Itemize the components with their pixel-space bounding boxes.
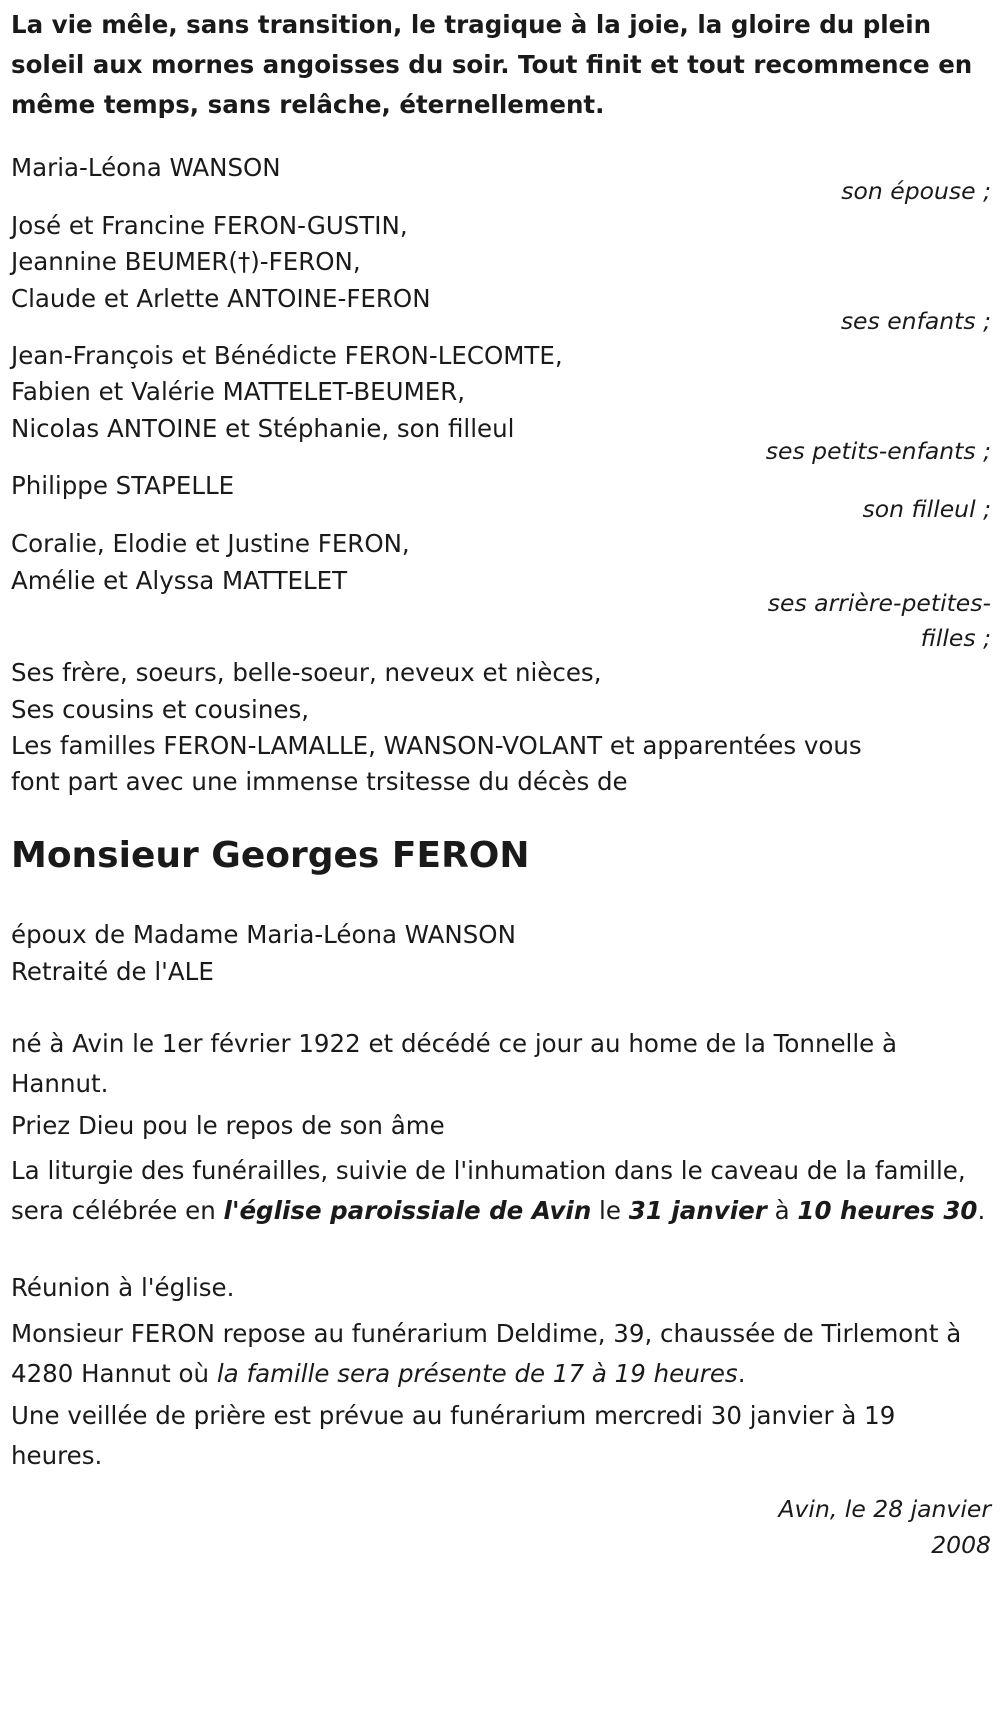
- child-line: José et Francine FERON-GUSTIN,: [11, 211, 408, 240]
- grandchildren-role: ses petits-enfants ;: [765, 437, 991, 465]
- deceased-name: Monsieur Georges FERON: [11, 835, 530, 876]
- signoff-year: 2008: [931, 1531, 991, 1559]
- liturgy-text: le: [591, 1196, 629, 1225]
- repose-text: Monsieur FERON repose au funérarium Deldime, 39, chaussée de Tirlemont à 4280 Hannut où: [11, 1319, 962, 1388]
- repose-text: .: [737, 1359, 746, 1388]
- church-name: l'église paroissiale de Avin: [223, 1196, 592, 1225]
- visiting-hours: la famille sera présente de 17 à 19 heures: [216, 1359, 738, 1388]
- signoff: [778, 1491, 991, 1563]
- wife-role: son épouse ;: [841, 177, 991, 205]
- liturgy-text: à: [766, 1196, 798, 1225]
- grandchild-line: Fabien et Valérie MATTELET-BEUMER,: [11, 377, 466, 406]
- birth-paragraph: né à Avin le 1er février 1922 et décédé ce jour au home de la Tonnelle à Hannut.: [11, 1029, 898, 1098]
- liturgy-paragraph: [11, 1151, 991, 1231]
- vigil-paragraph: Une veillée de prière est prévue au funérarium mercredi 30 janvier à 19 heures.: [11, 1401, 896, 1470]
- repose-paragraph: [11, 1314, 991, 1394]
- meeting-line: Réunion à l'église.: [11, 1273, 235, 1302]
- great-grandchildren-role: ses arrière-petites-: [767, 589, 991, 617]
- funeral-date: 31 janvier: [628, 1196, 767, 1225]
- prayer-line: Priez Dieu pou le repos de son âme: [11, 1111, 445, 1140]
- godson-role: son filleul ;: [862, 495, 991, 523]
- funeral-time: 10 heures 30: [797, 1196, 978, 1225]
- family-line: Ses frère, soeurs, belle-soeur, neveux et nièces,: [11, 658, 602, 687]
- family-line: Ses cousins et cousines,: [11, 695, 309, 724]
- children-role: ses enfants ;: [840, 307, 991, 335]
- great-grandchildren-role-cont: filles ;: [920, 624, 991, 652]
- signoff-place-date: Avin, le 28 janvier: [778, 1495, 991, 1523]
- profession-line: Retraité de l'ALE: [11, 957, 214, 986]
- child-line: Jeannine BEUMER(†)-FERON,: [11, 247, 361, 276]
- grandchild-line: Jean-François et Bénédicte FERON-LECOMTE,: [11, 341, 563, 370]
- spouse-line: époux de Madame Maria-Léona WANSON: [11, 920, 516, 949]
- intro-quote: La vie mêle, sans transition, le tragique à la joie, la gloire du plein soleil aux mornes angoisses du soir. Tout finit et tout recommence en même temps, sans relâche, éternellement.: [11, 10, 973, 119]
- great-grandchild-line: Coralie, Elodie et Justine FERON,: [11, 529, 410, 558]
- liturgy-text: La liturgie des funérailles, suivie de l'inhumation dans le caveau de la famille, sera célébrée en: [11, 1156, 966, 1225]
- liturgy-text: .: [977, 1196, 986, 1225]
- family-line: font part avec une immense trsitesse du décès de: [11, 767, 628, 796]
- grandchild-line: Nicolas ANTOINE et Stéphanie, son filleul: [11, 414, 515, 443]
- family-line: Les familles FERON-LAMALLE, WANSON-VOLANT et apparentées vous: [11, 731, 862, 760]
- godson-name: Philippe STAPELLE: [11, 471, 235, 500]
- child-line: Claude et Arlette ANTOINE-FERON: [11, 284, 431, 313]
- wife-name: Maria-Léona WANSON: [11, 153, 281, 182]
- great-grandchild-line: Amélie et Alyssa MATTELET: [11, 566, 348, 595]
